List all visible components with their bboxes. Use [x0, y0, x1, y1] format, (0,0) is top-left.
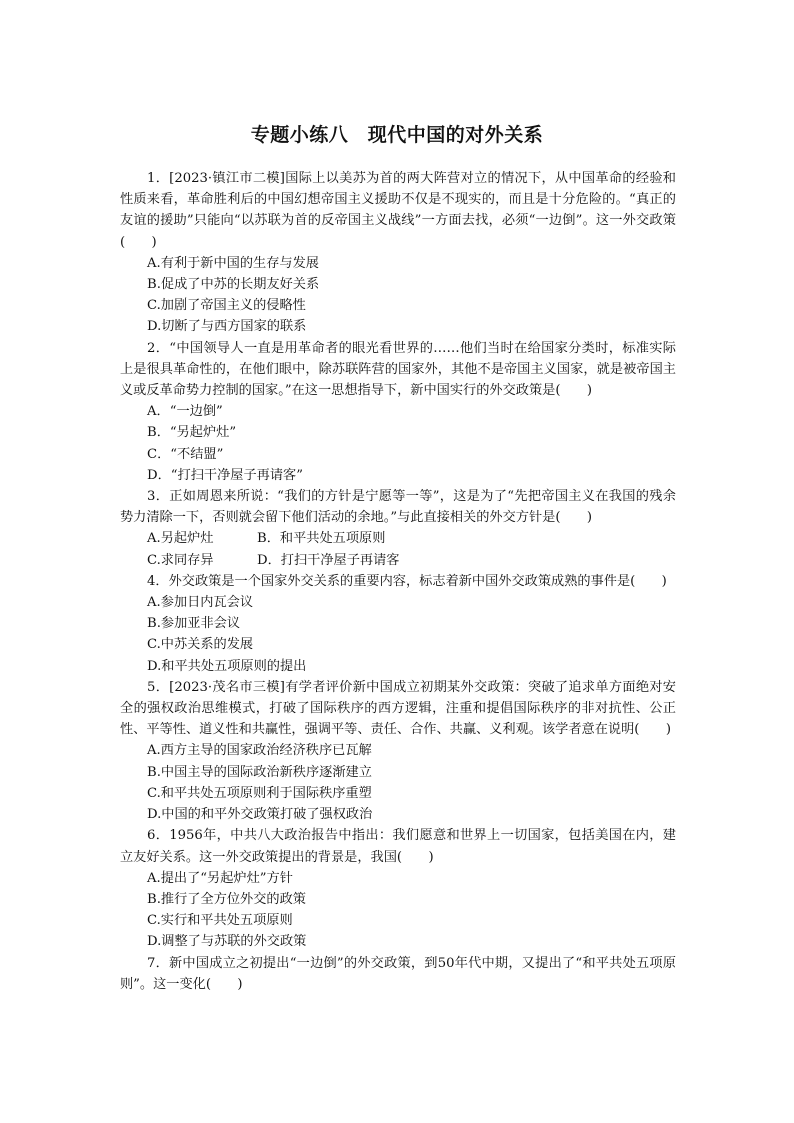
option-list: [120, 740, 676, 825]
option-row: [120, 550, 676, 571]
question-stem: 6．1956年，中共八大政治报告中指出：我们愿意和世界上一切国家，包括美国在内，建立友好关系。这一外交政策提出的背景是，我国( ): [120, 828, 676, 865]
question-4: [120, 571, 676, 677]
question-stem: 5．[2023·茂名市三模]有学者评价新中国成立初期某外交政策：突破了追求单方面绝对安全的强权政治思维模式，打破了国际秩序的西方逻辑，注重和提倡国际秩序的非对抗性、公正性、平等性、道义性和共赢性，强调平等、责任、合作、共赢、义利观。该学者意在说明( ): [120, 679, 676, 738]
option-list: [120, 528, 676, 570]
option-row: [120, 528, 676, 549]
question-6: [120, 825, 676, 952]
option-b: B.促成了中苏的长期友好关系: [147, 277, 320, 293]
option-a: A.参加日内瓦会议: [147, 595, 254, 611]
option-a: A.另起炉灶: [147, 531, 214, 547]
question-2: [120, 338, 676, 486]
question-7: [120, 953, 676, 995]
option-a: A．“一边倒”: [147, 404, 223, 420]
option-c: C.加剧了帝国主义的侵略性: [147, 298, 306, 314]
question-stem: 1．[2023·镇江市二模]国际上以美苏为首的两大阵营对立的情况下，从中国革命的经验和性质来看，革命胜利后的中国幻想帝国主义援助不仅是不现实的，而且是十分危险的。“真正的友谊的援助”只能向“以苏联为首的反帝国主义战线”一方面去找，必须“一边倒”。这一外交政策( ): [120, 171, 676, 250]
question-stem: 7．新中国成立之初提出“一边倒”的外交政策，到50年代中期，又提出了“和平共处五项原则”。这一变化( ): [120, 955, 676, 992]
option-c: C.实行和平共处五项原则: [147, 913, 293, 929]
option-b: B.中国主导的国际政治新秩序逐渐建立: [147, 764, 372, 780]
option-d: D.调整了与苏联的外交政策: [147, 934, 307, 950]
question-list: [120, 168, 676, 995]
option-b: B.推行了全方位外交的政策: [147, 891, 306, 907]
question-1: [120, 168, 676, 338]
option-list: [120, 253, 676, 338]
page-title: 专题小练八 现代中国的对外关系: [250, 124, 544, 146]
option-d: D．“打扫干净屋子再请客”: [147, 467, 303, 483]
option-a: A.西方主导的国家政治经济秩序已瓦解: [147, 743, 372, 759]
option-c: C．“不结盟”: [147, 446, 224, 462]
option-d: D.切断了与西方国家的联系: [147, 319, 307, 335]
option-c: C.和平共处五项原则利于国际秩序重塑: [147, 785, 372, 801]
option-a: A.提出了“另起炉灶”方针: [147, 870, 293, 886]
question-5: [120, 677, 676, 825]
option-b: B．和平共处五项原则: [257, 531, 386, 547]
option-list: [120, 868, 676, 953]
question-3: [120, 486, 676, 571]
option-d: D.和平共处五项原则的提出: [147, 658, 307, 674]
option-d: D．打扫干净屋子再请客: [257, 552, 400, 568]
option-list: [120, 401, 676, 486]
question-stem: 4．外交政策是一个国家外交关系的重要内容，标志着新中国外交政策成熟的事件是( ): [147, 573, 667, 589]
option-c: C.求同存异: [147, 552, 214, 568]
option-list: [120, 592, 676, 677]
option-d: D.中国的和平外交政策打破了强权政治: [147, 807, 373, 823]
option-c: C.中苏关系的发展: [147, 637, 254, 653]
question-stem: 3．正如周恩来所说：“我们的方针是宁愿等一等”，这是为了“先把帝国主义在我国的残余势力清除一下，否则就会留下他们活动的余地。”与此直接相关的外交方针是( ): [120, 489, 676, 526]
option-a: A.有利于新中国的生存与发展: [147, 255, 319, 271]
option-b: B．“另起炉灶”: [147, 425, 237, 441]
option-b: B.参加亚非会议: [147, 616, 241, 632]
question-stem: 2．“中国领导人一直是用革命者的眼光看世界的……他们当时在给国家分类时，标准实际上是很具革命性的，在他们眼中，除苏联阵营的国家外，其他不是帝国主义国家，就是被帝国主义或反革命势力控制的国家。”在这一思想指导下，新中国实行的外交政策是( ): [120, 340, 676, 399]
